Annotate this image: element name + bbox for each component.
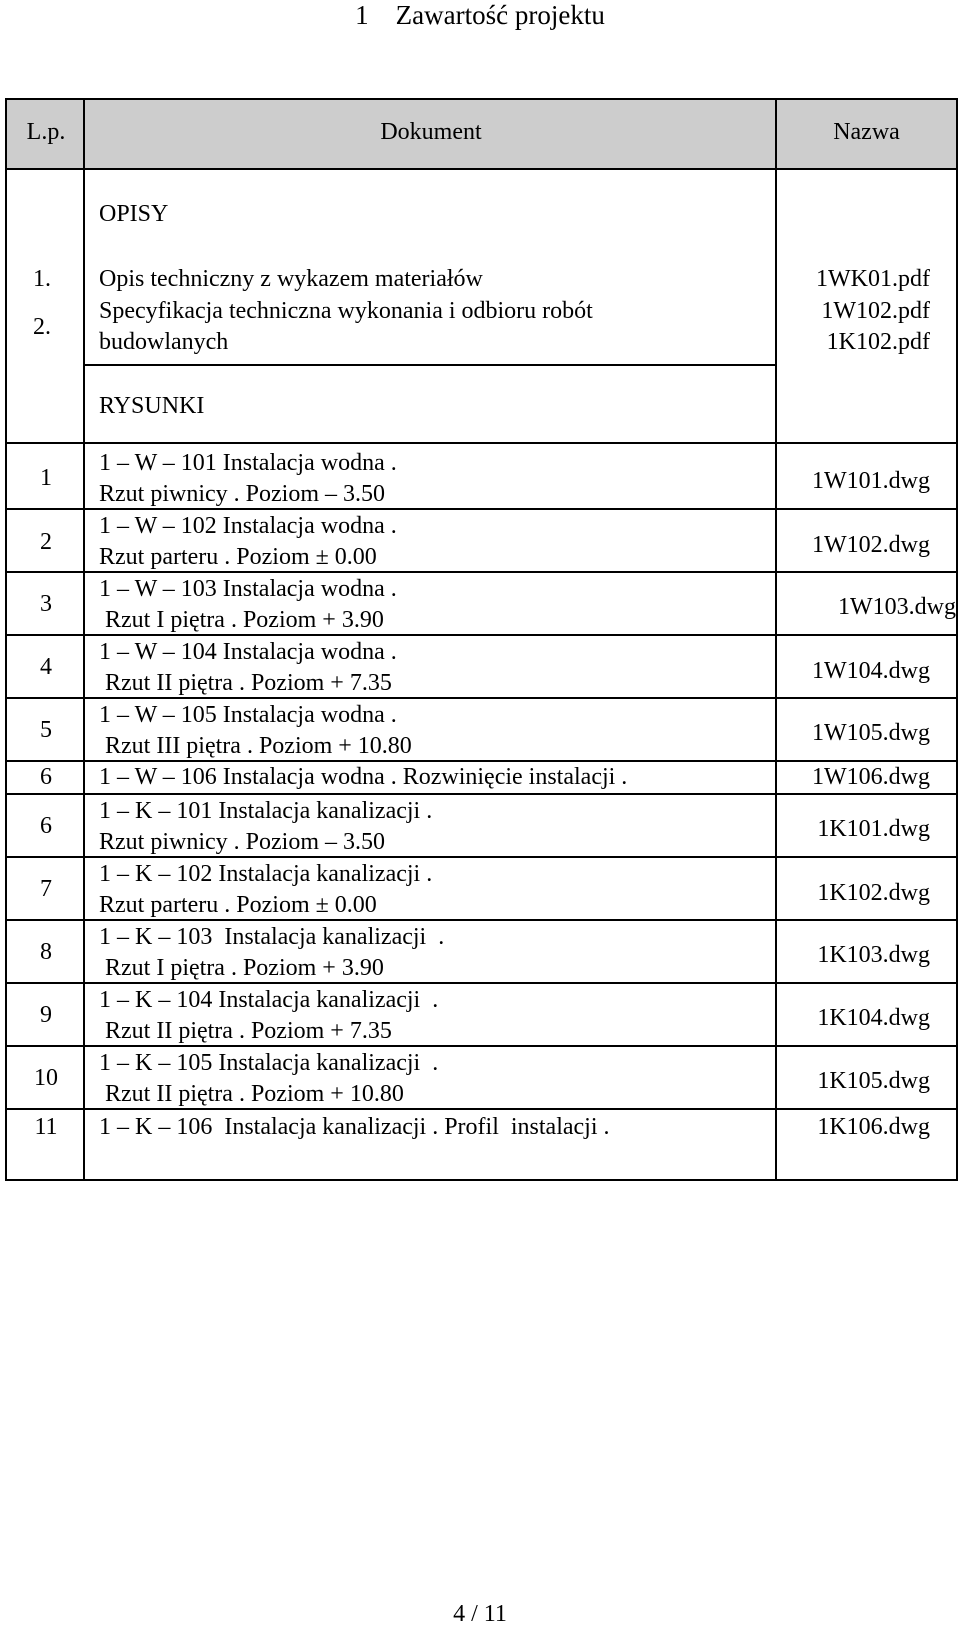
row-divider	[7, 697, 956, 699]
section-title-opisy: OPISY	[99, 201, 169, 227]
row-number: 8	[40, 939, 52, 965]
row-filename: 1K105.dwg	[817, 1068, 930, 1094]
row-document: 1 – K – 104 Instalacja kanalizacji .	[99, 987, 439, 1013]
row-divider	[7, 508, 956, 510]
row-number: 1	[40, 465, 52, 491]
header-nazwa: Nazwa	[833, 119, 900, 145]
row-number: 1.	[33, 266, 51, 292]
row-document: 1 – W – 105 Instalacja wodna .	[99, 702, 397, 728]
heading-title: Zawartość projektu	[395, 0, 605, 30]
row-filename: 1WK01.pdf	[816, 266, 930, 292]
row-filename: 1W102.pdf	[821, 298, 930, 324]
row-divider	[7, 634, 956, 636]
row-filename: 1K103.dwg	[817, 942, 930, 968]
row-document: 1 – K – 103 Instalacja kanalizacji .	[99, 924, 445, 950]
row-document: 1 – W – 106 Instalacja wodna . Rozwinięcie instalacji .	[99, 764, 628, 790]
header-dokument: Dokument	[380, 119, 482, 145]
row-filename: 1K104.dwg	[817, 1005, 930, 1031]
row-number: 3	[40, 591, 52, 617]
row-document: 1 – W – 103 Instalacja wodna .	[99, 576, 397, 602]
row-number: 4	[40, 654, 52, 680]
row-filename: 1K102.dwg	[817, 880, 930, 906]
row-document: 1 – K – 105 Instalacja kanalizacji .	[99, 1050, 439, 1076]
row-number: 6	[40, 764, 52, 790]
row-document: 1 – K – 106 Instalacja kanalizacji . Profil instalacji .	[99, 1114, 610, 1140]
row-document: 1 – K – 101 Instalacja kanalizacji .	[99, 798, 433, 824]
row-filename: 1W103.dwg	[838, 594, 956, 620]
row-divider	[7, 442, 956, 444]
row-document: 1 – K – 102 Instalacja kanalizacji .	[99, 861, 433, 887]
row-divider	[7, 856, 956, 858]
row-document-cont: Rzut parteru . Poziom ± 0.00	[99, 892, 377, 918]
row-divider	[7, 982, 956, 984]
row-filename: 1W102.dwg	[812, 532, 930, 558]
row-document-cont: Rzut I piętra . Poziom + 3.90	[99, 607, 384, 633]
row-divider	[7, 571, 956, 573]
row-filename: 1K102.pdf	[826, 329, 930, 355]
row-number: 6	[40, 813, 52, 839]
row-document: Opis techniczny z wykazem materiałów	[99, 266, 483, 292]
row-divider	[7, 793, 956, 795]
header-lp: L.p.	[26, 119, 66, 145]
row-document-cont: Rzut parteru . Poziom ± 0.00	[99, 544, 377, 570]
row-divider	[7, 1108, 956, 1110]
row-document-cont: Rzut II piętra . Poziom + 7.35	[99, 1018, 392, 1044]
row-document-cont: Rzut piwnicy . Poziom – 3.50	[99, 829, 385, 855]
row-filename: 1K106.dwg	[817, 1114, 930, 1140]
row-document-cont: Rzut III piętra . Poziom + 10.80	[99, 733, 412, 759]
row-document: Specyfikacja techniczna wykonania i odbioru robót	[99, 298, 593, 324]
page-number: 4 / 11	[453, 1601, 507, 1627]
row-number: 7	[40, 876, 52, 902]
row-document: 1 – W – 102 Instalacja wodna .	[99, 513, 397, 539]
row-document-cont: Rzut II piętra . Poziom + 7.35	[99, 670, 392, 696]
row-divider	[7, 1045, 956, 1047]
row-document: 1 – W – 104 Instalacja wodna .	[99, 639, 397, 665]
row-filename: 1K101.dwg	[817, 816, 930, 842]
row-document-cont: budowlanych	[99, 329, 229, 355]
row-document-cont: Rzut II piętra . Poziom + 10.80	[99, 1081, 404, 1107]
section-divider	[83, 364, 777, 366]
row-document: 1 – W – 101 Instalacja wodna .	[99, 450, 397, 476]
row-number: 9	[40, 1002, 52, 1028]
contents-table	[5, 98, 958, 1181]
row-number: 11	[34, 1114, 58, 1140]
row-divider	[7, 919, 956, 921]
row-document-cont: Rzut piwnicy . Poziom – 3.50	[99, 481, 385, 507]
row-number: 5	[40, 717, 52, 743]
row-filename: 1W106.dwg	[812, 764, 930, 790]
row-document-cont: Rzut I piętra . Poziom + 3.90	[99, 955, 384, 981]
row-filename: 1W101.dwg	[812, 468, 930, 494]
heading-number: 1	[355, 0, 369, 30]
row-number: 2.	[33, 314, 51, 340]
row-filename: 1W104.dwg	[812, 658, 930, 684]
column-divider	[775, 100, 777, 1179]
row-filename: 1W105.dwg	[812, 720, 930, 746]
row-number: 10	[34, 1065, 58, 1091]
page-heading	[0, 0, 960, 36]
row-number: 2	[40, 529, 52, 555]
section-title-rysunki: RYSUNKI	[99, 393, 205, 419]
